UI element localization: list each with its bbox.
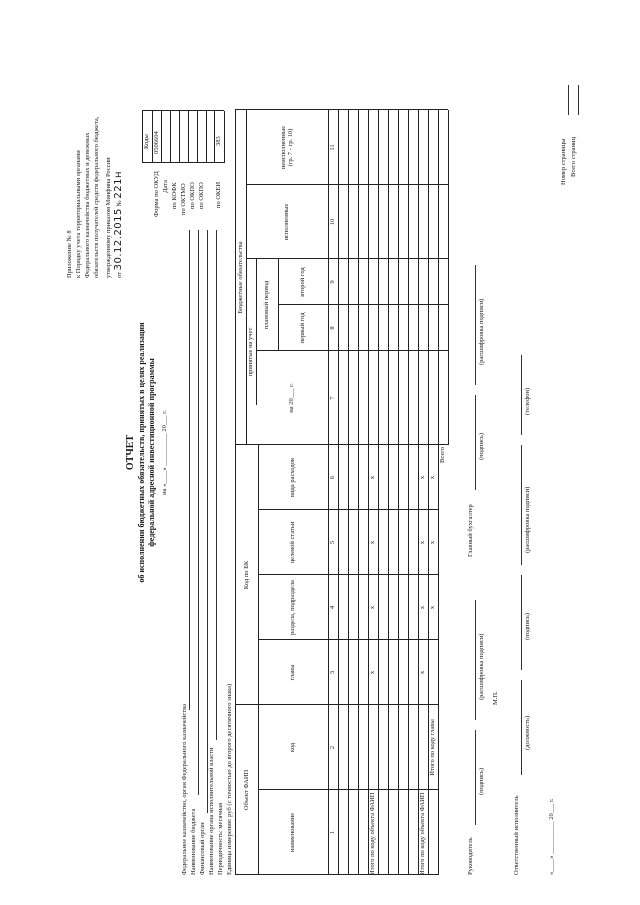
sig-exec-decode-caption: (расшифровка подписи)	[524, 486, 531, 553]
hdr-unexecuted-formula: (гр. 7 - гр. 10)	[287, 128, 294, 167]
okpo-label-1: по ОКПО	[189, 182, 196, 209]
x-mark: х	[419, 475, 427, 480]
kofk-label: по КОФК	[171, 182, 178, 209]
hdr-plan-period: плановый период	[263, 280, 271, 330]
appendix-date-prefix: от	[116, 271, 123, 278]
sig-exec-decode-line	[521, 445, 522, 565]
hdr-second-year: второй год	[299, 267, 307, 297]
row-total-all: Всего	[439, 447, 447, 463]
x-mark: х	[369, 540, 377, 545]
appendix-line-2: к Порядку учета территориальными органами	[75, 150, 82, 278]
sig-head-sign-caption: (подпись)	[478, 768, 485, 795]
table-row-line	[398, 110, 399, 875]
x-mark: х	[419, 605, 427, 610]
codes-box-line	[152, 111, 153, 163]
x-mark: х	[369, 670, 377, 675]
col-num-1: 1	[329, 830, 337, 835]
hdr-unexecuted	[246, 110, 328, 185]
hdr-bk-code: Код по БК	[243, 560, 251, 590]
hdr-on-date: на 20___ г.	[288, 383, 296, 413]
col-num-9: 9	[329, 280, 337, 284]
hdr-first-year: первый год	[299, 312, 307, 344]
sig-head-decode-caption: (расшифровка подписи)	[478, 633, 485, 700]
codes-box-line	[214, 111, 215, 163]
x-mark: х	[369, 475, 377, 480]
hdr-code: код	[289, 742, 297, 753]
appendix-number-prefix: №	[116, 200, 123, 207]
col-num-5: 5	[329, 540, 337, 545]
okud-value: 0506604	[153, 131, 160, 154]
row-total-object-2: Итого по коду объекта ФАИП	[419, 792, 427, 875]
oktmo-label: по ОКТМО	[180, 183, 187, 215]
codes-box-line	[161, 111, 162, 163]
col-num-6: 6	[329, 475, 337, 480]
x-mark: х	[419, 540, 427, 545]
col-num-2: 2	[329, 745, 337, 750]
field-budget-line	[198, 230, 199, 795]
field-executive-body: Наименование органа исполнительной власти	[208, 747, 215, 875]
codes-box-left-top	[142, 162, 152, 163]
table-border-bottom	[448, 110, 449, 445]
codes-box-line	[170, 111, 171, 163]
hdr-section: раздела, подраздела	[289, 580, 297, 635]
table-row-line	[408, 110, 409, 875]
x-mark: х	[429, 475, 437, 480]
x-mark: х	[419, 670, 427, 675]
page-number-label: Номер страницы	[560, 138, 567, 185]
field-financial-body: Финансовый орган	[199, 822, 206, 875]
codes-box-line	[206, 111, 207, 163]
sig-chief-decode-line	[475, 265, 476, 385]
codes-header: Коды	[143, 134, 150, 149]
report-title: ОТЧЕТ	[125, 434, 136, 471]
codes-box-top	[142, 111, 143, 163]
total-pages-label: Всего страниц	[570, 137, 577, 177]
table-row-line	[348, 110, 349, 875]
sig-exec-phone-line	[521, 355, 522, 435]
appendix-date-handwritten: 30.12.2015	[113, 208, 124, 271]
field-periodicity: Периодичность: месячная	[217, 802, 224, 875]
col-num-11: 11	[329, 144, 337, 151]
okud-label: Форма по ОКУД	[153, 171, 160, 217]
codes-box-bottom	[224, 111, 225, 163]
hdr-obligations: Бюджетные обязательства	[237, 241, 245, 314]
okei-value: 383	[215, 136, 222, 146]
hdr-name: наименование	[289, 812, 297, 853]
table-row-line	[358, 110, 359, 875]
codes-box-right	[142, 110, 224, 111]
report-date-line: на «____» __________ 20___ г.	[161, 410, 168, 495]
hdr-expense: вида расходов	[289, 458, 297, 497]
appendix-date-row	[115, 171, 124, 278]
date-label: Дата	[162, 180, 169, 193]
report-subtitle-2: федеральной адресной инвестиционной программы	[147, 358, 156, 547]
sig-stamp-mp: М.П.	[492, 691, 499, 705]
sig-exec-sign-line	[521, 575, 522, 670]
appendix-line-3: Федерального казначейства бюджетных и денежных	[84, 132, 91, 278]
col-num-4: 4	[329, 605, 337, 610]
hdr-unexecuted-label: неисполненные	[279, 125, 287, 170]
hdr-target: целевой статьи	[289, 521, 297, 564]
sig-date-line: «____» __________ 20___ г.	[548, 798, 555, 875]
appendix-line-5: утвержденному приказом Минфина России	[105, 157, 112, 278]
col-num-3: 3	[329, 670, 337, 675]
appendix-number-handwritten: 221н	[113, 171, 124, 199]
hdr-object-faip: Объект ФАИП	[243, 769, 251, 811]
col-num-10: 10	[329, 218, 337, 226]
field-budget-name: Наименование бюджета	[190, 808, 197, 875]
sig-head-label: Руководитель	[467, 837, 474, 875]
sig-exec-position-line	[521, 680, 522, 775]
x-mark: х	[429, 605, 437, 610]
field-unit: Единица измерения: руб (с точностью до второго десятичного знака)	[226, 683, 233, 875]
sig-exec-position-caption: (должность)	[524, 715, 531, 750]
field-treasury: Федеральное казначейство, орган Федерального казначейства	[181, 704, 188, 875]
sig-chief-acc-label: Главный бухгалтер	[467, 504, 474, 557]
hdr-executed: исполненные	[283, 203, 291, 241]
sig-head-sign-line	[475, 730, 476, 825]
appendix-line-4: обязательств получателей средств федерального бюджета,	[93, 116, 100, 278]
col-num-8: 8	[329, 326, 337, 330]
field-treasury-line	[189, 230, 190, 710]
field-financial-line	[207, 230, 208, 813]
hdr-accepted: принятые на учет	[247, 327, 255, 377]
codes-box-left	[152, 162, 224, 163]
okpo-label-2: по ОКПО	[198, 182, 205, 209]
table-line-num-bottom	[338, 110, 339, 875]
col-num-7: 7	[329, 396, 337, 400]
hdr-chapter: главы	[289, 664, 297, 681]
sig-chief-sign-caption: (подпись)	[478, 433, 485, 460]
sig-exec-phone-caption: (телефон)	[524, 387, 531, 415]
table-row-line	[388, 110, 389, 875]
row-total-object-1: Итого по коду объекта ФАИП	[369, 792, 377, 875]
okei-label: по ОКЕИ	[215, 181, 222, 208]
row-total-chapter: Итого по коду главы	[429, 719, 437, 776]
x-mark: х	[369, 605, 377, 610]
total-pages-line	[578, 85, 579, 115]
page-number-line	[568, 85, 569, 115]
table-row-line	[378, 110, 379, 875]
field-executive-line	[216, 230, 217, 740]
sig-head-decode-line	[475, 600, 476, 720]
report-subtitle-1: об исполнении бюджетных обязательств, принятых в целях реализации	[137, 322, 146, 583]
sig-chief-sign-line	[475, 395, 476, 490]
x-mark: х	[429, 540, 437, 545]
codes-box-line	[179, 111, 180, 163]
sig-chief-decode-caption: (расшифровка подписи)	[478, 298, 485, 365]
codes-box-line	[197, 111, 198, 163]
appendix-line-1: Приложение № 8	[66, 230, 73, 278]
codes-box-line	[188, 111, 189, 163]
sig-executor-label: Ответственный исполнитель	[513, 795, 520, 875]
sig-exec-sign-caption: (подпись)	[524, 613, 531, 640]
